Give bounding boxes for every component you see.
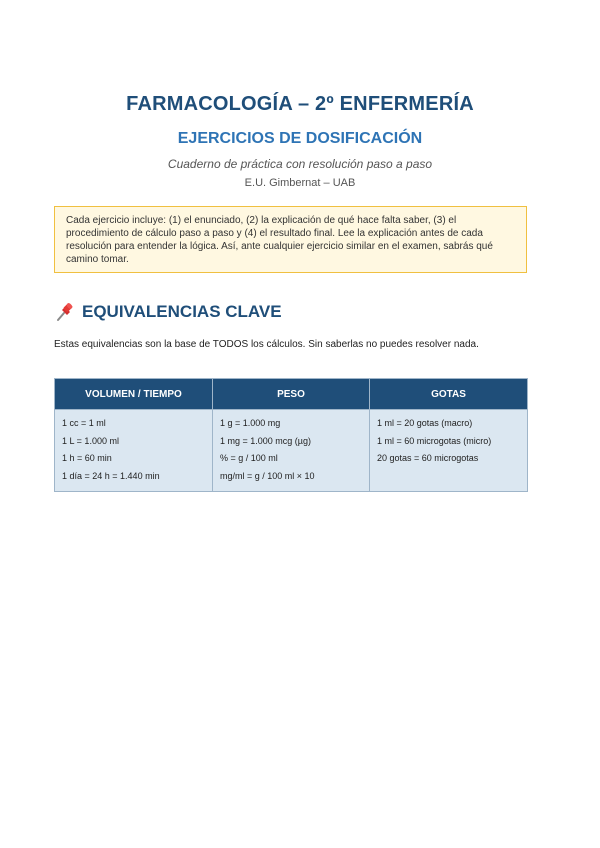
equivalence-line: 1 ml = 20 gotas (macro) [377, 418, 473, 428]
info-box-text: Cada ejercicio incluye: (1) el enunciado, (2) la explicación de qué hace falta saber, (3) el procedimiento de cálculo paso a paso y (4) el resultado final. Lee la explicación antes de cada resolución para entender la lógica. Así, ante cualquier ejercicio similar en el examen, sabrás qué camino tomar. [66, 215, 493, 265]
equivalence-line: 1 día = 24 h = 1.440 min [62, 470, 160, 481]
equivalence-line: 1 cc = 1 ml [62, 418, 106, 428]
column-header-weight: PESO [213, 379, 370, 410]
page-tagline: Cuaderno de práctica con resolución paso a paso [167, 157, 433, 171]
equivalences-table [54, 378, 528, 492]
equivalence-line: 1 ml = 60 microgotas (micro) [377, 435, 492, 446]
equivalence-line: 20 gotas = 60 microgotas [377, 453, 479, 463]
info-box [54, 206, 527, 273]
equivalence-line: 1 L = 1.000 ml [62, 435, 119, 446]
section-intro: Estas equivalencias son la base de TODOS los cálculos. Sin saberlas no puedes resolver nada. [54, 339, 479, 350]
table-cell-weight [213, 410, 370, 492]
page-header [0, 90, 600, 191]
equivalence-line: 1 g = 1.000 mg [220, 418, 281, 428]
equivalence-line: mg/ml = g / 100 ml × 10 [220, 470, 315, 481]
table-cell-volume-time [55, 410, 213, 492]
table-header-row [55, 379, 528, 410]
column-header-drops: GOTAS [370, 379, 528, 410]
pushpin-icon [54, 301, 76, 323]
section-heading [54, 300, 282, 324]
table-cell-drops [370, 410, 528, 492]
equivalence-line: 1 mg = 1.000 mcg (µg) [220, 435, 311, 446]
page-subtitle: EJERCICIOS DE DOSIFICACIÓN [177, 130, 423, 147]
section-title: EQUIVALENCIAS CLAVE [82, 302, 282, 321]
table-row [55, 410, 528, 492]
equivalence-line: % = g / 100 ml [220, 453, 278, 463]
institution-name: E.U. Gimbernat – UAB [244, 177, 356, 189]
page-title: FARMACOLOGÍA – 2º ENFERMERÍA [126, 93, 474, 115]
equivalence-line: 1 h = 60 min [62, 453, 112, 463]
column-header-volume-time: VOLUMEN / TIEMPO [55, 379, 213, 410]
